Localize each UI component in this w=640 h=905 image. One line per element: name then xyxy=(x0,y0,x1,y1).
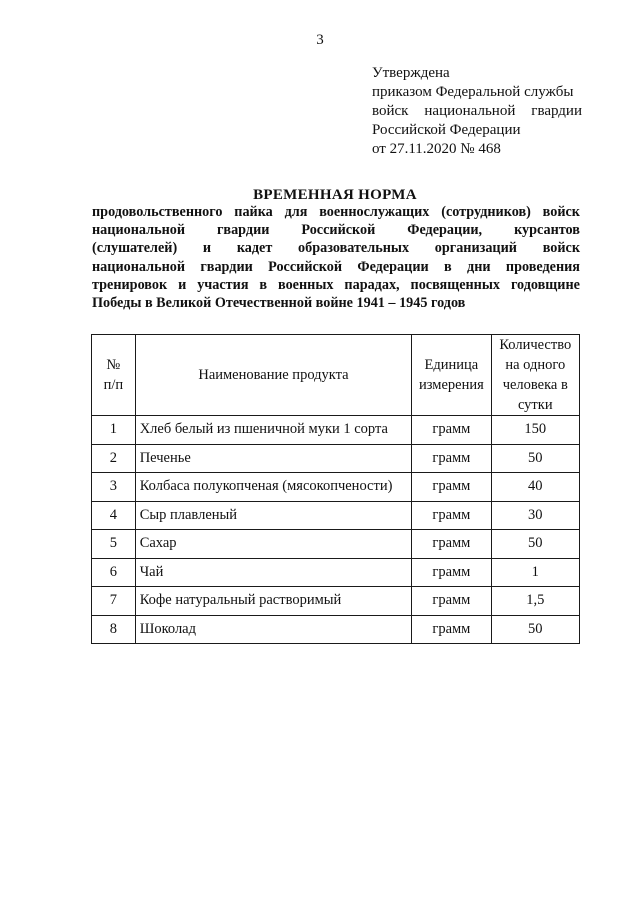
table-row xyxy=(92,558,580,587)
approval-line: Утверждена xyxy=(372,65,450,81)
table-row xyxy=(92,530,580,559)
cell-number: 6 xyxy=(92,558,136,587)
subtitle-word: войск xyxy=(542,204,580,220)
header-number: № п/п xyxy=(92,335,136,416)
header-quantity: Количество на одного человека в сутки xyxy=(491,335,579,416)
approval-line: Российской Федерации xyxy=(372,122,521,138)
subtitle-word: Российской xyxy=(268,258,343,275)
subtitle-word: парадах, xyxy=(344,276,400,293)
cell-quantity: 40 xyxy=(491,473,579,502)
subtitle-word: для xyxy=(284,204,308,220)
subtitle-word: (слушателей) xyxy=(92,240,178,257)
cell-unit: грамм xyxy=(412,615,491,644)
subtitle-word: в xyxy=(259,276,268,293)
subtitle-word: посвященных xyxy=(410,276,501,293)
header-product-name: Наименование продукта xyxy=(135,335,412,416)
cell-product-name: Чай xyxy=(135,558,412,587)
cell-number: 5 xyxy=(92,530,136,559)
cell-unit: грамм xyxy=(412,416,491,445)
cell-unit: грамм xyxy=(412,530,491,559)
subtitle-word: тренировок xyxy=(92,276,168,293)
subtitle-word: годовщине xyxy=(510,276,580,293)
document-subtitle xyxy=(92,203,580,312)
approval-word: войск xyxy=(372,103,409,119)
approval-line: приказом Федеральной службы xyxy=(372,84,574,100)
subtitle-word: кадет xyxy=(236,240,273,257)
subtitle-word: военнослужащих xyxy=(319,204,430,220)
header-unit: Единица измерения xyxy=(412,335,491,416)
cell-unit: грамм xyxy=(412,444,491,473)
cell-quantity: 50 xyxy=(491,444,579,473)
document-title: ВРЕМЕННАЯ НОРМА xyxy=(253,187,417,203)
subtitle-line: Победы в Великой Отечественной войне 1941 – 1945 годов xyxy=(92,295,466,312)
approval-block xyxy=(372,64,602,159)
cell-quantity: 50 xyxy=(491,615,579,644)
cell-product-name: Кофе натуральный растворимый xyxy=(135,587,412,616)
table-row xyxy=(92,473,580,502)
subtitle-word: войск xyxy=(542,240,580,257)
cell-quantity: 50 xyxy=(491,530,579,559)
subtitle-word: в xyxy=(444,258,452,275)
cell-product-name: Шоколад xyxy=(135,615,412,644)
cell-unit: грамм xyxy=(412,587,491,616)
approval-line: от 27.11.2020 № 468 xyxy=(372,141,501,157)
cell-unit: грамм xyxy=(412,473,491,502)
subtitle-word: организаций xyxy=(434,240,517,257)
table-row xyxy=(92,615,580,644)
approval-word: гвардии xyxy=(531,103,582,119)
subtitle-word: гвардии xyxy=(216,222,270,239)
subtitle-word: образовательных xyxy=(298,240,410,257)
cell-quantity: 150 xyxy=(491,416,579,445)
subtitle-word: национальной xyxy=(92,222,186,239)
subtitle-word: дни xyxy=(467,258,491,275)
table-row xyxy=(92,587,580,616)
subtitle-word: (сотрудников) xyxy=(441,204,531,220)
subtitle-word: продовольственного xyxy=(92,204,223,220)
table-row xyxy=(92,501,580,530)
cell-product-name: Колбаса полукопченая (мясокопчености) xyxy=(135,473,412,502)
cell-number: 1 xyxy=(92,416,136,445)
table-body xyxy=(92,416,580,644)
subtitle-word: курсантов xyxy=(514,222,580,239)
subtitle-word: и xyxy=(202,240,212,257)
cell-number: 2 xyxy=(92,444,136,473)
subtitle-line xyxy=(92,239,580,257)
cell-unit: грамм xyxy=(412,558,491,587)
subtitle-line xyxy=(92,221,580,239)
subtitle-line xyxy=(92,258,580,276)
subtitle-word: Федерации xyxy=(357,258,429,275)
subtitle-word: военных xyxy=(278,276,334,293)
subtitle-word: гвардии xyxy=(200,258,253,275)
subtitle-word: национальной xyxy=(92,258,186,275)
subtitle-word: и xyxy=(178,276,187,293)
subtitle-word: проведения xyxy=(505,258,580,275)
table-header-row xyxy=(92,335,580,416)
cell-product-name: Сыр плавленый xyxy=(135,501,412,530)
table-row xyxy=(92,416,580,445)
cell-product-name: Хлеб белый из пшеничной муки 1 сорта xyxy=(135,416,412,445)
subtitle-word: Российской xyxy=(301,222,376,239)
subtitle-word: пайка xyxy=(234,204,273,220)
table-row xyxy=(92,444,580,473)
cell-quantity: 1,5 xyxy=(491,587,579,616)
products-table xyxy=(91,334,580,644)
cell-number: 7 xyxy=(92,587,136,616)
subtitle-line xyxy=(92,203,580,221)
subtitle-word: Федерации, xyxy=(407,222,483,239)
cell-quantity: 1 xyxy=(491,558,579,587)
cell-unit: грамм xyxy=(412,501,491,530)
cell-product-name: Сахар xyxy=(135,530,412,559)
page-number: 3 xyxy=(316,32,324,48)
approval-line xyxy=(372,102,582,121)
cell-number: 3 xyxy=(92,473,136,502)
approval-word: национальной xyxy=(424,103,516,119)
cell-product-name: Печенье xyxy=(135,444,412,473)
cell-number: 4 xyxy=(92,501,136,530)
cell-number: 8 xyxy=(92,615,136,644)
subtitle-word: участия xyxy=(197,276,249,293)
subtitle-line xyxy=(92,276,580,294)
cell-quantity: 30 xyxy=(491,501,579,530)
